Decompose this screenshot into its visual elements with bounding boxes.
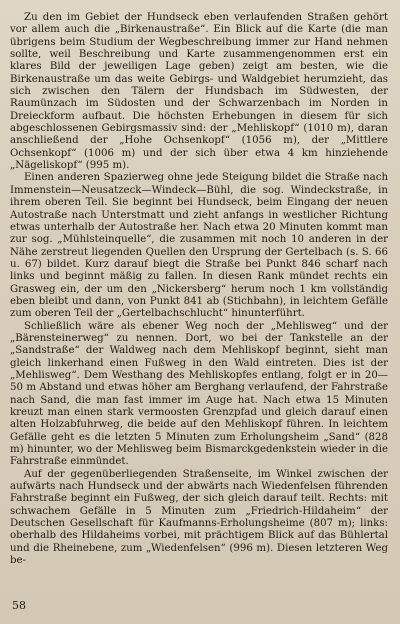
page-number: 58 <box>12 599 26 612</box>
paragraph-birkenaustrasse: Zu den im Gebiet der Hundseck eben verlaufenden Straßen gehört vor allem auch die „Birkenaustraße“. Ein Blick auf die Karte (die man übrigens beim Studium der Wegbeschreibung immer zur Hand nehmen sollte, weil Beschreibung und Karte zusammengenommen erst ein klares Bild der jeweiligen Lage geben) zeigt am besten, wie die Birkenaustraße um das weite Gebirgs- und Waldgebiet herumzieht, das sich zwischen den Tälern der Hundsbach im Südwesten, der Raumünzach im Südosten und der Schwarzenbach im Norden in Dreieckform aufbaut. Die höchsten Erhebungen in diesem für sich abgeschlossenen Gebirgsmassiv sind: der „Mehliskopf“ (1010 m), daran anschließend der „Hohe Ochsenkopf“ (1056 m), der „Mittlere Ochsenkopf“ (1006 m) und der sich über etwa 4 km hinziehende „Nägeliskopf“ (995 m). <box>10 12 388 172</box>
paragraph-mehlisweg: Schließlich wäre als ebener Weg noch der „Mehlisweg“ und der „Bärensteinerweg“ zu nennen. Dort, wo bei der Tankstelle an der „Sandstraße“ der Waldweg nach dem Mehliskopf beginnt, sieht man gleich linkerhand einen Fußweg in den Wald eintreten. Dies ist der „Mehlisweg“. Dem Westhang des Mehliskopfes entlang, folgt er in 20—50 m Abstand und etwas höher am Berghang verlaufend, der Fahrstraße nach Sand, die man fast immer im Auge hat. Nach etwa 15 Minuten kreuzt man einen stark vermoosten Grenzpfad und gleich darauf einen alten Holzabfuhrweg, die beide auf den Mehliskopf führen. In leichtem Gefälle geht es die letzten 5 Minuten zum Erholungsheim „Sand“ (828 m) hinunter, wo der Mehlisweg beim Bismarckgedenkstein wieder in die Fahrstraße einmündet. <box>10 320 388 468</box>
body-text <box>10 12 388 567</box>
paragraph-windeckstrasse: Einen anderen Spazierweg ohne jede Steigung bildet die Straße nach Immenstein—Neusatzeck—Windeck—Bühl, die sog. Windeckstraße, in ihrem oberen Teil. Sie beginnt bei Hundseck, beim Eingang der neuen Autostraße nach Unterstmatt und zieht anfangs in westlicher Richtung etwas unterhalb der Autostraße her. Nach etwa 20 Minuten kommt man zur sog. „Mühlsteinquelle“, die zusammen mit noch 10 anderen in der Nähe zerstreut liegenden Quellen den Ursprung der Gertelbach (s. S. 66 u. 67) bildet. Kurz darauf biegt die Straße bei Punkt 846 scharf nach links und beginnt mäßig zu fallen. In diesen Rank mündet rechts ein Grasweg ein, der um den „Nickersberg“ herum noch 1 km vollständig eben bleibt und dann, von Punkt 841 ab (Stichbahn), in leichtem Gefälle zum oberen Teil der „Gertelbachschlucht“ hinunterführt. <box>10 172 388 320</box>
paragraph-wiedenfelsen: Auf der gegenüberliegenden Straßenseite, im Winkel zwischen der aufwärts nach Hundseck und der abwärts nach Wiedenfelsen führenden Fahrstraße beginnt ein Fußweg, der sich gleich darauf teilt. Rechts: mit schwachem Gefälle in 5 Minuten zum „Friedrich-Hildaheim“ der Deutschen Gesellschaft für Kaufmanns-Erholungsheime (807 m); links: oberhalb des Hildaheims vorbei, mit prächtigem Blick auf das Bühlertal und die Rheinebene, zum „Wiedenfelsen“ (996 m). Diesen letzteren Weg be- <box>10 468 388 567</box>
